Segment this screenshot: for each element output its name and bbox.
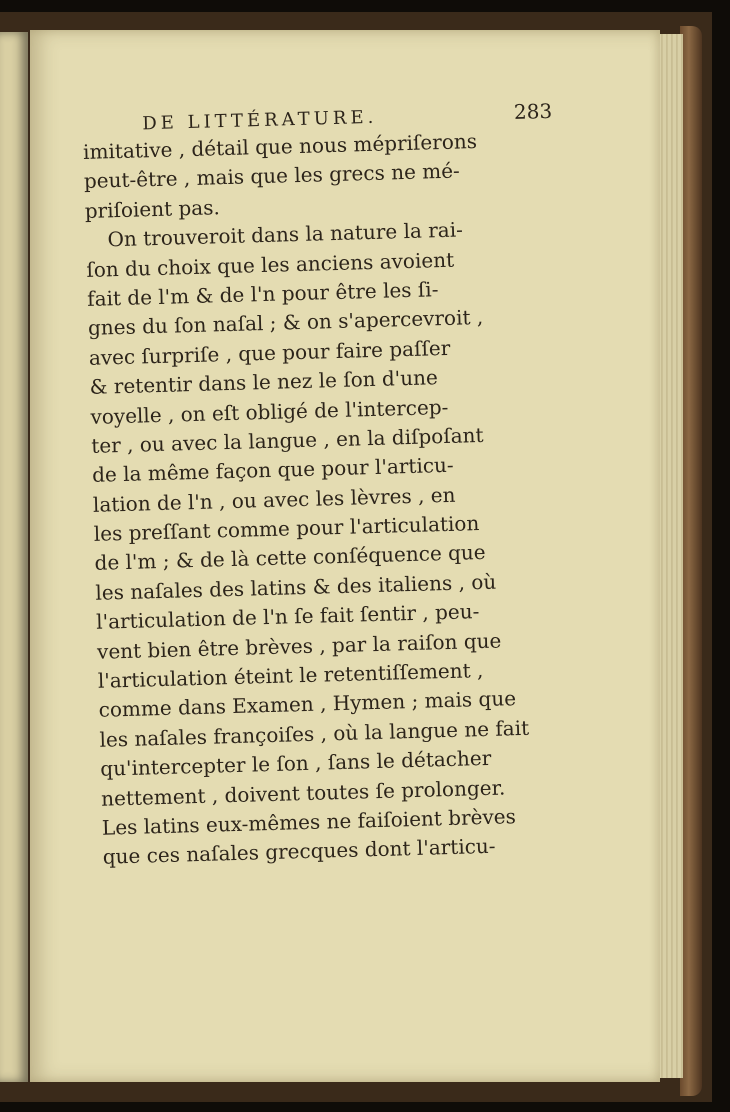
text-line: ſon du choix que les anciens avoient	[86, 247, 455, 282]
text-line: nettement , doivent toutes ſe prolonger.	[100, 775, 506, 811]
text-line: l'articulation de l'n ſe fait ſentir , peu-	[95, 599, 480, 635]
text-line: priſoient pas.	[84, 194, 221, 223]
text-line: voyelle , on eſt obligé de l'intercep-	[90, 394, 449, 429]
book-cover-edge	[680, 26, 702, 1096]
text-line: l'articulation éteint le retentiſſement ,	[97, 658, 484, 693]
text-line: & retentir dans le nez le ſon d'une	[89, 365, 439, 400]
text-line: fait de l'm & de l'n pour être les ſi-	[86, 277, 439, 311]
text-line: imitative , détail que nous mépriſerons	[82, 128, 478, 164]
text-line: ter , ou avec la langue , en la diſpoſant	[90, 422, 484, 458]
page-number: 283	[513, 98, 553, 124]
text-line: Les latins eux-mêmes ne faiſoient brèves	[101, 804, 517, 840]
facing-page-edge	[0, 32, 28, 1082]
text-line: lation de l'n , ou avec les lèvres , en	[92, 482, 456, 517]
text-line: comme dans Examen , Hymen ; mais que	[98, 686, 517, 723]
text-line: peut-être , mais que les grecs ne mé-	[83, 158, 461, 194]
text-line: gnes du ſon naſal ; & on s'apercevroit ,	[87, 305, 484, 341]
text-line: de l'm ; & de là cette conſéquence que	[94, 540, 486, 576]
text-line: de la même façon que pour l'articu-	[91, 453, 454, 488]
text-line: que ces naſales grecques dont l'articu-	[102, 834, 496, 870]
text-line: avec ſurpriſe , que pour faire paſſer	[88, 335, 451, 370]
text-line: On trouveroit dans la nature la rai-	[107, 217, 464, 252]
page-text	[82, 98, 553, 872]
text-line: les naſales françoiſes , où la langue ne fait	[99, 715, 530, 752]
text-line: les preſſant comme pour l'articulation	[93, 511, 480, 546]
text-line: vent bien être brèves , par la raiſon que	[96, 628, 502, 664]
running-title: DE LITTÉRATURE.	[142, 106, 378, 135]
text-line: les naſales des latins & des italiens , où	[95, 569, 497, 605]
text-line: qu'intercepter le ſon , ſans le détacher	[100, 746, 492, 781]
